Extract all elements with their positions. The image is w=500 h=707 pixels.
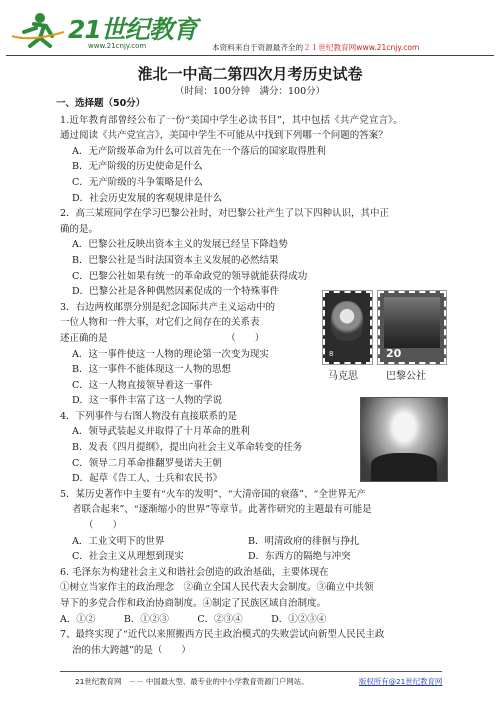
footer-text: 21世纪教育网 －－ 中国最大型、最专业的中小学教育资源门户网站。 (75, 677, 309, 686)
header-divider (6, 55, 494, 56)
header-note-prefix: 本资料来自于资源最齐全的 (212, 43, 304, 52)
question-1-line: 1.近年教育部曾经公布了一份“美国中学生必读书目”，其中包括《共产党宣言》。 (60, 114, 403, 126)
question-6-line: 导下的多党合作和政治协商制度。④制定了民族区域自治制度。 (60, 598, 327, 609)
portrait-coat (371, 453, 437, 481)
question-5-line: 5．某历史著作中主要有“火车的发明”、“大清帝国的衰落”、“全世界无产 (60, 488, 366, 500)
site-logo[interactable] (6, 6, 216, 52)
question-4-line: 4．下列事件与右图人物没有直接联系的是 (60, 410, 238, 422)
option: C．这一人物直接领导着这一事件 (72, 379, 213, 391)
question-6-line: 6. 毛泽东为构建社会主义和谐社会创造的政治基础，主要体现在 (60, 566, 329, 578)
option: D．东西方的隔绝与冲突 (248, 551, 351, 563)
option: C．无产阶级的斗争策略是什么 (72, 176, 203, 188)
option: A．领导武装起义并取得了十月革命的胜利 (72, 426, 250, 438)
option: D．巴黎公社是各种偶然因素促成的一个特殊事件 (72, 286, 280, 298)
header-note (212, 42, 419, 53)
option: B．这一事件不能体现这一人物的思想 (72, 364, 231, 376)
stamp-scene (384, 297, 440, 348)
logo-url: www.21cnjy.com (88, 42, 147, 50)
runner-logo-icon (10, 12, 66, 48)
exam-title: 淮北一中高二第四次月考历史试卷 (137, 65, 363, 83)
lenin-portrait-image (360, 397, 448, 482)
question-3-line: 一位人物和一件大事，对它们之间存在的关系表 (60, 317, 260, 329)
section-heading: 一、选择题（50分） (56, 98, 146, 109)
option: A．工业文明下的世界 (72, 535, 165, 547)
option: B．巴黎公社是当时法国资本主义发展的必然结果 (72, 254, 279, 266)
stamp-figure: 8 (329, 350, 334, 358)
question-3-line: 述正确的是 （ ） (60, 332, 265, 344)
option: C．领导二月革命推翻罗曼诺夫王朝 (72, 457, 222, 469)
exam-subtitle: （时间：100分钟 满分：100分） (174, 86, 326, 97)
option: A．这一事件使这一人物的理论第一次变为现实 (72, 348, 269, 360)
stamp-caption-marx: 马克思 (328, 371, 358, 382)
option: D．起草《告工人、士兵和农民书》 (72, 473, 223, 485)
option: C．社会主义从理想到现实 (72, 551, 184, 563)
question-6-line: ①树立当家作主的政治理念 ②确立全国人民代表大会制度。③确立中共领 (60, 582, 374, 594)
option-row (60, 534, 448, 550)
option: A．①② B．①②③ C．②③④ D．①②③④ (60, 613, 327, 625)
copyright-link[interactable]: 版权所有@21世纪教育网 (359, 677, 443, 686)
option: D．社会历史发展的客观规律是什么 (72, 192, 223, 204)
paris-commune-stamp-image (378, 291, 446, 364)
option: B．发表《四月提纲》，提出向社会主义革命转变的任务 (72, 442, 303, 454)
question-2-line: 2．高三某班同学在学习巴黎公社时，对巴黎公社产生了以下四种认识，其中正 (60, 208, 390, 220)
footer-divider (60, 671, 442, 672)
option: A．巴黎公社反映出资本主义的发展已经呈下降趋势 (72, 239, 288, 251)
stamp-caption-commune: 巴黎公社 (386, 371, 426, 382)
stamp-value: 20 (386, 347, 402, 360)
header-note-source[interactable]: ２１世纪教育网www.21cnjy.com (303, 43, 420, 52)
marx-stamp-image (323, 291, 372, 364)
question-7-line: 7、最终实现了“近代以来照搬西方民主政治模式的失败尝试向新型人民民主政 (60, 629, 385, 641)
question-1-line: 通过阅读《共产党宣言》，美国中学生不可能从中找到下列哪一个问题的答案？ (60, 130, 388, 142)
question-5-line: 者联合起来”、“逐渐缩小的世界”等章节。此著作研究的主题最有可能是 (72, 504, 372, 516)
option: B．无产阶级的历史使命是什么 (72, 161, 203, 173)
portrait (331, 301, 363, 341)
option-row (60, 549, 448, 565)
logo-text: 21世纪教育 (68, 15, 197, 44)
question-3-line: 3．右边两枚邮票分别是纪念国际共产主义运动中的 (60, 301, 276, 313)
question-5-line: （ ） (84, 520, 123, 532)
option: C．巴黎公社如果有统一的革命政党的领导就能获得成功 (72, 270, 308, 282)
option: B．明清政府的徘徊与挣扎 (248, 535, 360, 547)
question-2-line: 确的是。 (60, 223, 99, 235)
option: A．无产阶级革命为什么可以首先在一个落后的国家取得胜利 (72, 145, 326, 157)
question-7-line: 治的伟大跨越”的是（ ） (72, 644, 191, 656)
option: D．这一事件丰富了这一人物的学说 (72, 395, 223, 407)
